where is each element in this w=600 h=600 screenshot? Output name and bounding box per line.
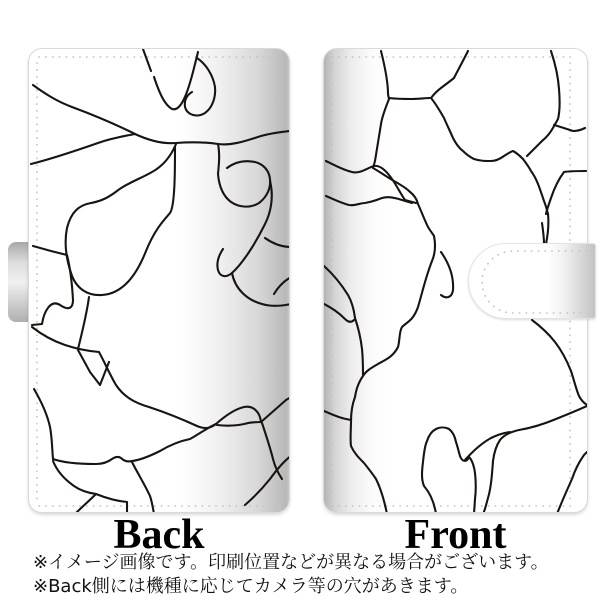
- front-clasp-stitching: [469, 244, 597, 320]
- front-clasp-strap: [468, 243, 596, 319]
- back-case-image: [28, 48, 290, 513]
- note-line-1: ※イメージ画像です。印刷位置などが異なる場合がございます。: [33, 552, 549, 573]
- back-label: Back: [113, 512, 205, 558]
- cracks-back: [31, 49, 290, 513]
- disclaimer-notes: [33, 551, 593, 598]
- front-label: Front: [404, 512, 507, 558]
- crack-pattern-back: [29, 49, 290, 513]
- note-line-2: ※Back側には機種に応じてカメラ等の穴があきます。: [33, 575, 469, 597]
